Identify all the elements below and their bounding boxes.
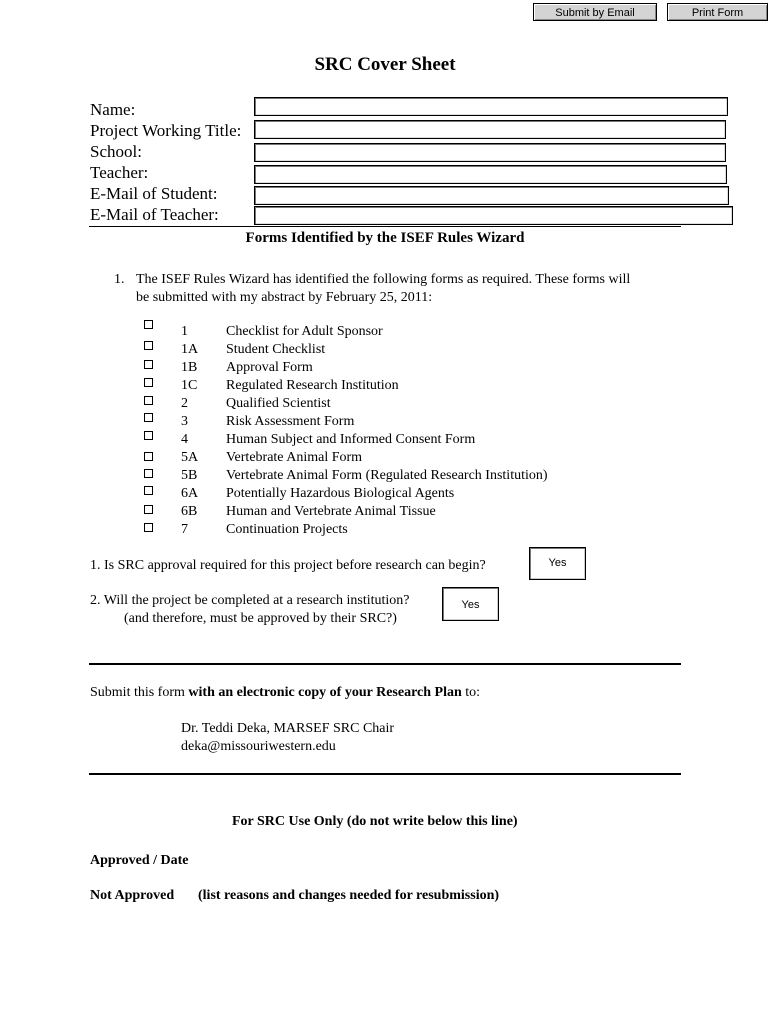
school-field[interactable] [254, 143, 726, 162]
not-approved-note: (list reasons and changes needed for resubmission) [198, 888, 500, 903]
form-checkbox[interactable] [144, 320, 153, 329]
form-name: Checklist for Adult Sponsor [226, 324, 383, 339]
form-number: 1C [181, 378, 198, 393]
form-checkbox[interactable] [144, 378, 153, 387]
intro-line-2: be submitted with my abstract by February 25, 2011: [136, 290, 433, 305]
contact-email: deka@missouriwestern.edu [181, 739, 336, 754]
src-use-heading: For SRC Use Only (do not write below this line) [232, 814, 518, 829]
form-number: 5A [181, 450, 199, 465]
form-checkbox[interactable] [144, 396, 153, 405]
form-name: Human and Vertebrate Animal Tissue [226, 504, 436, 519]
submit-instructions [90, 684, 480, 702]
print-form-button[interactable]: Print Form [667, 3, 768, 21]
form-name: Continuation Projects [226, 522, 348, 537]
teacher-field[interactable] [254, 165, 727, 184]
form-number: 6A [181, 486, 199, 501]
question-1-answer-field[interactable]: Yes [529, 547, 586, 580]
form-checkbox[interactable] [144, 486, 153, 495]
form-number: 4 [181, 432, 188, 447]
name-field[interactable] [254, 97, 728, 116]
form-name: Student Checklist [226, 342, 326, 357]
question-2-line-2: (and therefore, must be approved by their SRC?) [124, 611, 397, 626]
form-number: 1 [181, 324, 188, 339]
form-checkbox[interactable] [144, 360, 153, 369]
submit-prefix: Submit this form [90, 685, 189, 700]
project-title-field[interactable] [254, 120, 726, 139]
approved-date-label: Approved / Date [90, 853, 189, 868]
form-number: 2 [181, 396, 188, 411]
submit-by-email-button[interactable]: Submit by Email [533, 3, 657, 21]
contact-name: Dr. Teddi Deka, MARSEF SRC Chair [181, 721, 395, 736]
form-checkbox[interactable] [144, 469, 153, 478]
form-number: 1A [181, 342, 199, 357]
question-2-answer-field[interactable]: Yes [442, 587, 499, 621]
form-name: Approval Form [226, 360, 313, 375]
intro-line-1: The ISEF Rules Wizard has identified the following forms as required. These forms will [136, 272, 631, 287]
form-checkbox[interactable] [144, 452, 153, 461]
form-number: 6B [181, 504, 198, 519]
divider-2 [89, 773, 681, 775]
form-checkbox[interactable] [144, 341, 153, 350]
submit-bold: with an electronic copy of your Research Plan [188, 685, 462, 700]
teacher-email-field[interactable] [254, 206, 733, 225]
divider-1 [89, 663, 681, 665]
form-name: Human Subject and Informed Consent Form [226, 432, 476, 447]
section-heading: Forms Identified by the ISEF Rules Wizard [245, 230, 525, 246]
form-number: 5B [181, 468, 198, 483]
form-number: 1B [181, 360, 198, 375]
question-1-text: 1. Is SRC approval required for this project before research can begin? [90, 558, 486, 573]
submit-suffix: to: [461, 685, 481, 700]
student-email-label: E-Mail of Student: [90, 184, 218, 203]
teacher-email-label: E-Mail of Teacher: [90, 205, 219, 224]
form-name: Risk Assessment Form [226, 414, 355, 429]
form-checkbox[interactable] [144, 505, 153, 514]
fields-divider [89, 226, 681, 227]
form-number: 3 [181, 414, 188, 429]
student-email-field[interactable] [254, 186, 729, 205]
teacher-label: Teacher: [90, 163, 149, 182]
name-label: Name: [90, 100, 136, 119]
question-2-line-1: 2. Will the project be completed at a research institution? [90, 593, 410, 608]
form-checkbox[interactable] [144, 523, 153, 532]
page-title: SRC Cover Sheet [314, 54, 456, 75]
form-name: Qualified Scientist [226, 396, 331, 411]
project-title-label: Project Working Title: [90, 121, 242, 140]
form-checkbox[interactable] [144, 413, 153, 422]
form-name: Regulated Research Institution [226, 378, 399, 393]
form-name: Vertebrate Animal Form (Regulated Research Institution) [226, 468, 548, 483]
form-number: 7 [181, 522, 188, 537]
form-name: Vertebrate Animal Form [226, 450, 363, 465]
intro-number: 1. [114, 272, 125, 287]
form-name: Potentially Hazardous Biological Agents [226, 486, 455, 501]
school-label: School: [90, 142, 142, 161]
not-approved-label: Not Approved [90, 888, 175, 903]
form-checkbox[interactable] [144, 431, 153, 440]
